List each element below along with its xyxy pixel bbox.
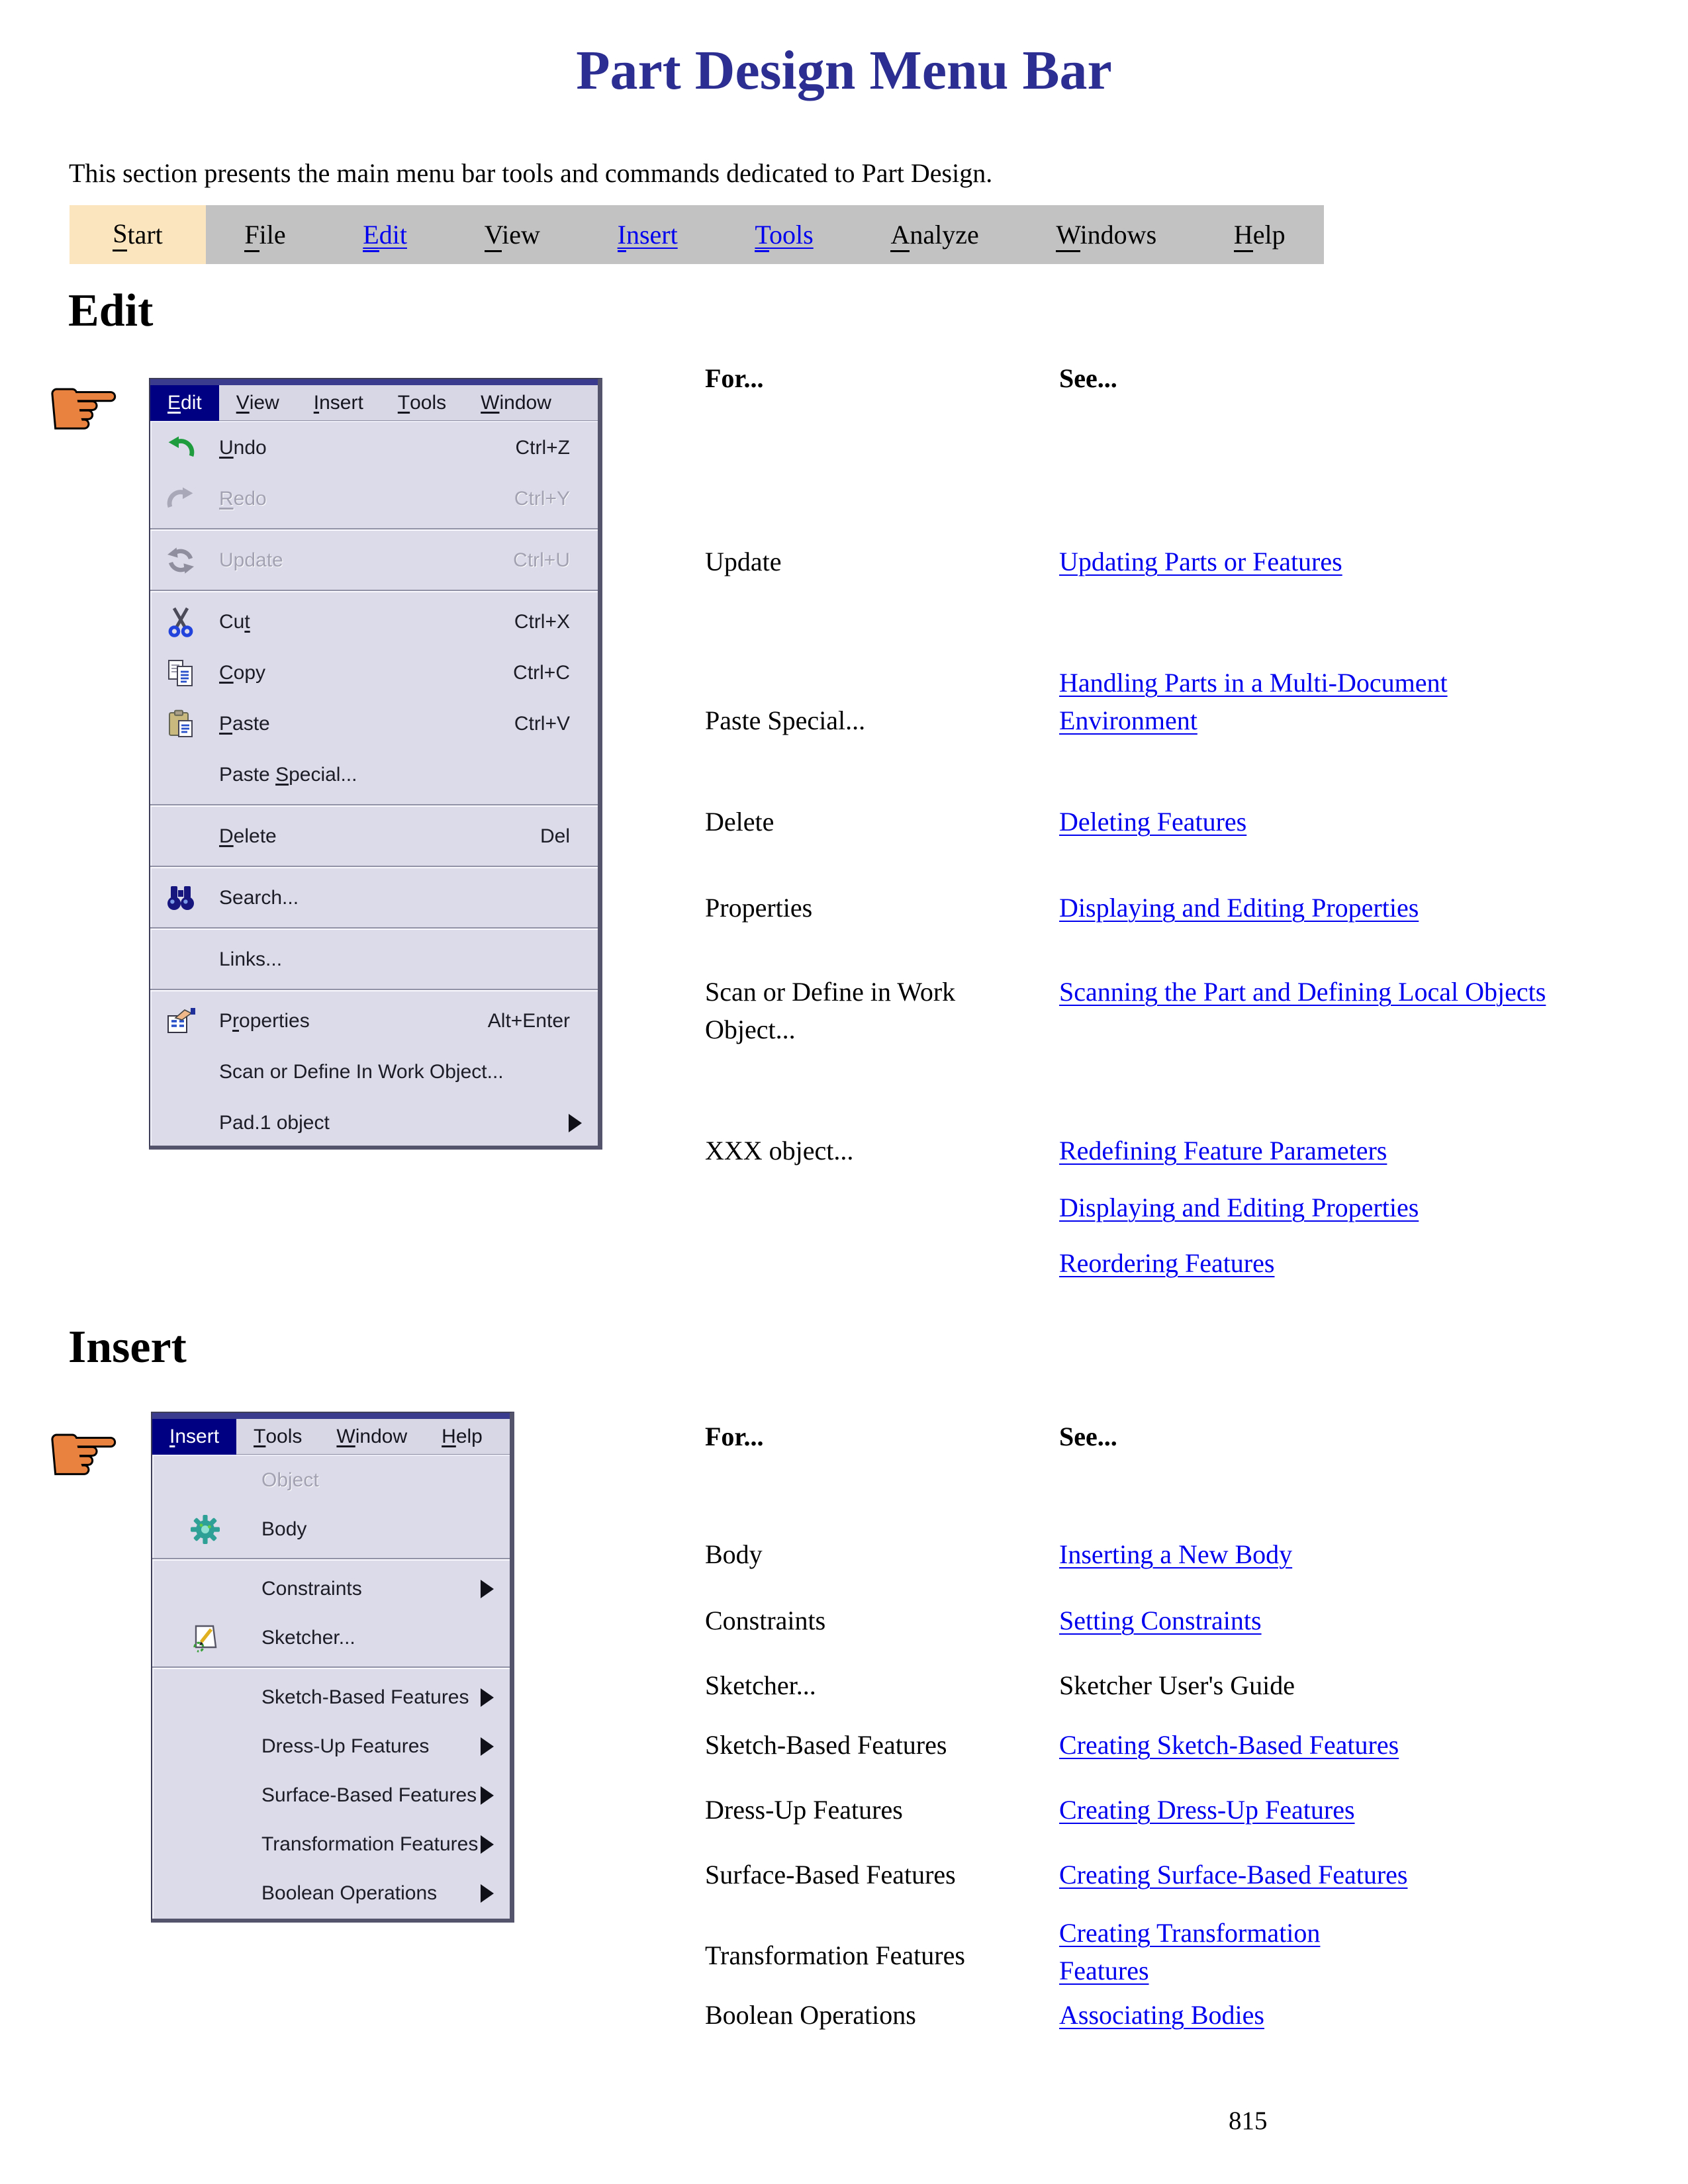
menu-window[interactable]: W indow — [481, 392, 551, 414]
menu-help[interactable]: H elp — [442, 1426, 483, 1447]
menu-item-copy[interactable] — [150, 647, 598, 698]
doc-link-creating-surface-based-features[interactable]: Creating Surface-Based Features — [1059, 1860, 1408, 1889]
table-cell-update: Update — [705, 547, 782, 576]
properties-icon — [162, 1005, 199, 1037]
doc-link-deleting-features[interactable]: Deleting Features — [1059, 807, 1247, 837]
shortcut-label: Ctrl+U — [513, 549, 570, 571]
menubar-item-tools[interactable]: Tools — [755, 219, 813, 250]
doc-link-updating-parts-or-features[interactable]: Updating Parts or Features — [1059, 547, 1342, 576]
menu-item-surface-based-features[interactable] — [152, 1771, 510, 1820]
doc-link-displaying-and-editing-properties[interactable]: Displaying and Editing Properties — [1059, 1193, 1419, 1222]
menu-item-label: Undo — [219, 436, 267, 459]
menu-item-object[interactable] — [152, 1456, 510, 1505]
undo-icon — [162, 432, 199, 464]
shortcut-label: Ctrl+Z — [515, 436, 570, 459]
menu-item-label: Paste Special... — [219, 763, 357, 786]
menu-item-body[interactable] — [152, 1505, 510, 1554]
main-menu-bar — [70, 205, 1324, 264]
table-cell-constraints: Constraints — [705, 1606, 826, 1635]
menu-item-label: Delete — [219, 825, 277, 847]
menu-insert[interactable]: I nsert — [313, 392, 363, 414]
menu-item-label: Body — [261, 1518, 307, 1540]
submenu-arrow-icon — [569, 1114, 582, 1132]
pointing-hand-icon: ☛ — [45, 358, 122, 459]
menu-item-label: Properties — [219, 1009, 310, 1032]
menu-item-pad-1-object[interactable] — [150, 1097, 598, 1148]
body-icon — [180, 1514, 230, 1545]
edit-section-heading: Edit — [68, 285, 154, 336]
submenu-arrow-icon — [481, 1786, 494, 1805]
submenu-arrow-icon — [481, 1580, 494, 1598]
window-top-edge — [150, 379, 598, 385]
table-cell-sketcher-user-s-guide: Sketcher User's Guide — [1059, 1670, 1295, 1700]
doc-link-displaying-and-editing-properties[interactable]: Displaying and Editing Properties — [1059, 893, 1419, 923]
menu-separator — [150, 590, 598, 592]
menu-separator — [150, 804, 598, 807]
table-cell-properties: Properties — [705, 893, 813, 923]
shortcut-label: Ctrl+X — [514, 610, 570, 633]
menu-item-label: Update — [219, 549, 283, 571]
menubar-item-windows[interactable]: Windows — [1056, 219, 1156, 250]
submenu-arrow-icon — [481, 1737, 494, 1756]
menu-item-transformation-features[interactable] — [152, 1820, 510, 1869]
copy-icon — [162, 657, 199, 689]
table-cell-transformation-features: Transformation Features — [705, 1940, 965, 1970]
menu-item-label: Redo — [219, 487, 267, 510]
menu-item-constraints[interactable] — [152, 1565, 510, 1614]
table-cell-xxx-object: XXX object... — [705, 1136, 854, 1165]
menu-item-label: Copy — [219, 661, 266, 684]
sketcher-icon — [180, 1622, 230, 1654]
menu-item-label: Constraints — [261, 1578, 362, 1600]
intro-text: This section presents the main menu bar tools and commands dedicated to Part Design. — [69, 158, 993, 188]
menubar-items — [206, 205, 1324, 264]
menu-tools[interactable]: T ools — [254, 1426, 303, 1447]
table-cell-sketch-based-features: Sketch-Based Features — [705, 1730, 947, 1760]
search-icon — [162, 882, 199, 914]
shortcut-label: Ctrl+Y — [514, 487, 570, 510]
menu-item-label: Paste — [219, 712, 270, 735]
menu-item-delete[interactable] — [150, 811, 598, 862]
menubar-item-edit[interactable]: Edit — [363, 219, 407, 250]
menu-separator — [150, 866, 598, 868]
menu-separator — [152, 1666, 510, 1669]
menu-separator — [150, 528, 598, 531]
menu-view[interactable]: V iew — [236, 392, 279, 414]
page-number: 815 — [1229, 2107, 1268, 2135]
menu-item-label: Scan or Define In Work Object... — [219, 1060, 504, 1083]
menu-item-dress-up-features[interactable] — [152, 1722, 510, 1771]
menu-separator — [152, 1558, 510, 1561]
menu-item-label: Links... — [219, 948, 283, 970]
table-cell-scan-or-define-in-work-object: Scan or Define in Work Object... — [705, 977, 956, 1044]
menu-separator — [150, 989, 598, 991]
page-title: Part Design Menu Bar — [576, 40, 1112, 101]
doc-link-inserting-a-new-body[interactable]: Inserting a New Body — [1059, 1539, 1293, 1569]
menu-item-paste[interactable] — [150, 698, 598, 749]
pointing-hand-icon: ☛ — [45, 1404, 122, 1504]
menubar-item-insert[interactable]: Insert — [618, 219, 678, 250]
menu-item-label: Sketch-Based Features — [261, 1686, 469, 1708]
menu-item-redo[interactable] — [150, 473, 598, 524]
insert-section-heading: Insert — [68, 1322, 187, 1373]
menu-item-label: Boolean Operations — [261, 1882, 438, 1904]
doc-link-handling-parts-in-a-multi-document-environment[interactable]: Handling Parts in a Multi-Document Environment — [1059, 668, 1448, 735]
doc-link-associating-bodies[interactable]: Associating Bodies — [1059, 2000, 1264, 2030]
menu-item-scan-or-define-in-work-object[interactable] — [150, 1046, 598, 1097]
menu-item-links[interactable] — [150, 934, 598, 985]
redo-icon — [162, 483, 199, 515]
doc-link-creating-transformation-features[interactable]: Creating Transformation Features — [1059, 1918, 1321, 1985]
menu-item-label: Dress-Up Features — [261, 1735, 430, 1757]
shortcut-label: Ctrl+C — [513, 661, 570, 684]
menu-item-undo[interactable] — [150, 422, 598, 473]
menu-item-label: Search... — [219, 886, 299, 909]
menu-item-label: Cut — [219, 610, 250, 633]
submenu-arrow-icon — [481, 1688, 494, 1707]
menu-separator — [150, 927, 598, 930]
menu-item-label: Surface-Based Features — [261, 1784, 477, 1806]
doc-link-creating-dress-up-features[interactable]: Creating Dress-Up Features — [1059, 1795, 1355, 1825]
menubar-item-analyze[interactable]: Analyze — [890, 219, 978, 250]
menu-tools[interactable]: T ools — [397, 392, 447, 414]
table-header-see: See... — [1059, 363, 1117, 393]
menu-insert[interactable]: I nsert — [152, 1419, 236, 1455]
insert-menu-screenshot — [151, 1412, 514, 1923]
doc-link-redefining-feature-parameters[interactable]: Redefining Feature Parameters — [1059, 1136, 1387, 1165]
submenu-arrow-icon — [481, 1835, 494, 1854]
doc-link-reordering-features[interactable]: Reordering Features — [1059, 1248, 1275, 1278]
dropdown-menu — [152, 1455, 510, 1918]
table-header-see: See... — [1059, 1422, 1117, 1451]
screenshot-menu-bar — [150, 385, 598, 421]
menu-item-label: Object — [261, 1469, 319, 1491]
menu-item-label: Transformation Features — [261, 1833, 479, 1855]
doc-link-setting-constraints[interactable]: Setting Constraints — [1059, 1606, 1262, 1635]
table-cell-paste-special: Paste Special... — [705, 705, 866, 735]
menu-item-cut[interactable] — [150, 596, 598, 647]
dropdown-menu — [150, 421, 598, 1148]
table-cell-surface-based-features: Surface-Based Features — [705, 1860, 956, 1889]
menu-item-search[interactable] — [150, 872, 598, 923]
menubar-item-file[interactable]: File — [244, 219, 285, 250]
menu-item-label: Sketcher... — [261, 1627, 355, 1649]
menu-item-paste-special[interactable] — [150, 749, 598, 800]
menu-item-properties[interactable] — [150, 995, 598, 1046]
menu-window[interactable]: W indow — [336, 1426, 408, 1447]
table-header-for: For... — [705, 363, 764, 393]
table-cell-sketcher: Sketcher... — [705, 1670, 816, 1700]
menu-item-update[interactable] — [150, 535, 598, 586]
menubar-item-help[interactable]: Help — [1234, 219, 1286, 250]
submenu-arrow-icon — [481, 1884, 494, 1903]
doc-link-scanning-the-part-and-defining-local-objects[interactable]: Scanning the Part and Defining Local Objects — [1059, 977, 1546, 1007]
table-cell-boolean-operations: Boolean Operations — [705, 2000, 916, 2030]
shortcut-label: Del — [539, 825, 570, 847]
menubar-item-view[interactable]: View — [485, 219, 540, 250]
doc-link-creating-sketch-based-features[interactable]: Creating Sketch-Based Features — [1059, 1730, 1399, 1760]
menu-item-sketcher[interactable] — [152, 1614, 510, 1662]
window-top-edge — [152, 1413, 510, 1419]
table-cell-delete: Delete — [705, 807, 774, 837]
menu-item-label: Pad.1 object — [219, 1111, 330, 1134]
table-header-for: For... — [705, 1422, 764, 1451]
paste-icon — [162, 708, 199, 740]
screenshot-menu-bar — [152, 1419, 510, 1455]
table-cell-dress-up-features: Dress-Up Features — [705, 1795, 903, 1825]
cut-icon — [162, 606, 199, 638]
menu-item-sketch-based-features[interactable] — [152, 1673, 510, 1722]
menu-edit[interactable]: E dit — [150, 385, 219, 421]
update-icon — [162, 545, 199, 576]
menu-item-boolean-operations[interactable] — [152, 1869, 510, 1918]
edit-menu-screenshot — [149, 378, 602, 1150]
menubar-item-start[interactable]: S tart — [70, 205, 206, 264]
table-cell-body: Body — [705, 1539, 763, 1569]
shortcut-label: Ctrl+V — [514, 712, 570, 735]
shortcut-label: Alt+Enter — [487, 1009, 570, 1032]
